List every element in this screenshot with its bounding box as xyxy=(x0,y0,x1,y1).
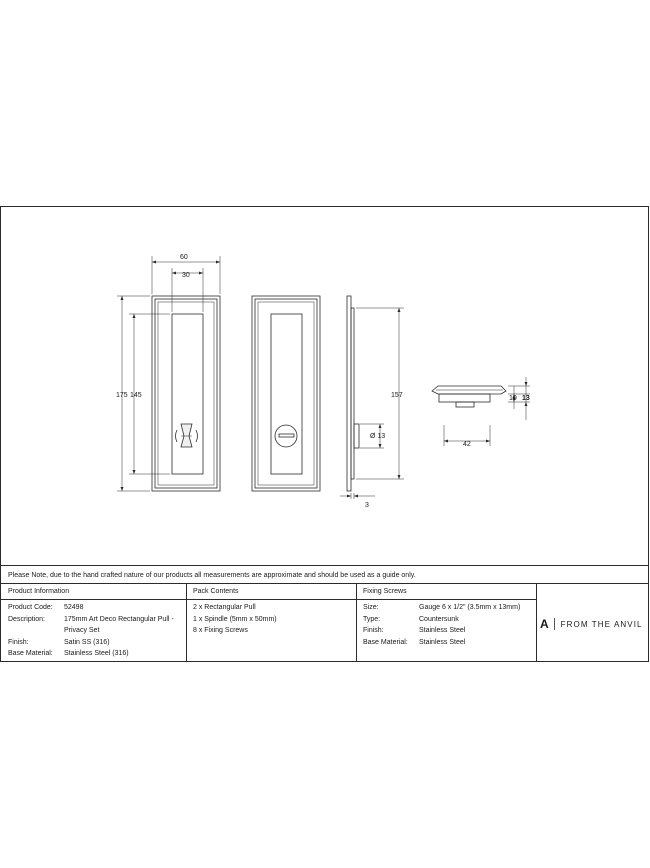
product-info-row xyxy=(8,614,174,626)
product-info-row xyxy=(8,602,174,614)
product-info-row xyxy=(8,648,174,660)
product-code-value: 52498 xyxy=(64,604,84,611)
fixing-screws-row xyxy=(363,637,520,649)
side-view xyxy=(347,296,359,491)
dim-depth: 3 xyxy=(365,502,369,509)
logo-divider xyxy=(554,618,555,630)
dim-height-inner: 145 xyxy=(130,392,142,399)
dim-height-outer: 175 xyxy=(116,392,128,399)
dim-width-outer: 60 xyxy=(180,254,188,261)
fixing-screws-row xyxy=(363,614,520,626)
technical-drawing xyxy=(0,206,650,566)
dim-screw-depth-a: 10 xyxy=(509,395,517,402)
description-value-cont: Privacy Set xyxy=(64,627,100,634)
base-material-value: Stainless Steel (316) xyxy=(64,650,129,657)
anvil-logo-icon: A xyxy=(540,617,549,631)
finish-label: Finish: xyxy=(8,638,29,646)
brand-name: FROM THE ANVIL xyxy=(560,619,643,629)
screw-base-material-value: Stainless Steel xyxy=(419,638,466,646)
front-view-release xyxy=(252,296,320,491)
dim-screw-depth-b: 13 xyxy=(522,395,530,402)
dim-screw-width: 42 xyxy=(463,441,471,448)
pack-contents-header: Pack Contents xyxy=(186,584,356,600)
base-material-label: Base Material: xyxy=(8,650,53,657)
table-divider xyxy=(186,584,187,662)
pack-contents-list xyxy=(193,602,277,637)
table-divider xyxy=(536,584,537,662)
measurement-note: Please Note, due to the hand crafted nature of our products all measurements are approximate and should be used as a guide only. xyxy=(1,565,648,584)
pack-item: 8 x Fixing Screws xyxy=(193,627,248,634)
dim-spindle-diameter: Ø 13 xyxy=(370,433,386,440)
screw-plate-view xyxy=(432,386,506,407)
screw-finish-value: Stainless Steel xyxy=(419,627,466,634)
description-label: Description: xyxy=(8,615,45,623)
screw-finish-label: Finish: xyxy=(363,627,384,634)
product-info-row xyxy=(8,637,174,649)
product-info-header: Product Information xyxy=(1,584,186,600)
description-label-cont xyxy=(8,625,64,637)
fixing-screws-header: Fixing Screws xyxy=(356,584,536,600)
dim-width-inner: 30 xyxy=(182,272,190,279)
fixing-screws-row xyxy=(363,625,520,637)
screw-size-label: Size: xyxy=(363,604,379,611)
fixing-screws-table xyxy=(363,602,520,648)
description-value: 175mm Art Deco Rectangular Pull - xyxy=(64,615,174,623)
screw-type-label: Type: xyxy=(363,615,381,623)
pack-item: 2 x Rectangular Pull xyxy=(193,604,256,611)
table-divider xyxy=(356,584,357,662)
screw-size-value: Gauge 6 x 1/2" (3.5mm x 13mm) xyxy=(419,604,521,611)
screw-base-material-label: Base Material: xyxy=(363,638,408,646)
product-info-row xyxy=(8,625,174,637)
product-code-label: Product Code: xyxy=(8,604,53,611)
front-view-pull xyxy=(152,296,220,491)
fixing-screws-row xyxy=(363,602,520,614)
product-info-table xyxy=(8,602,174,660)
dim-side-height: 157 xyxy=(391,392,403,399)
brand-logo xyxy=(540,615,650,633)
pack-item: 1 x Spindle (5mm x 50mm) xyxy=(193,615,277,623)
screw-type-value: Countersunk xyxy=(419,615,459,623)
finish-value: Satin SS (316) xyxy=(64,638,110,646)
